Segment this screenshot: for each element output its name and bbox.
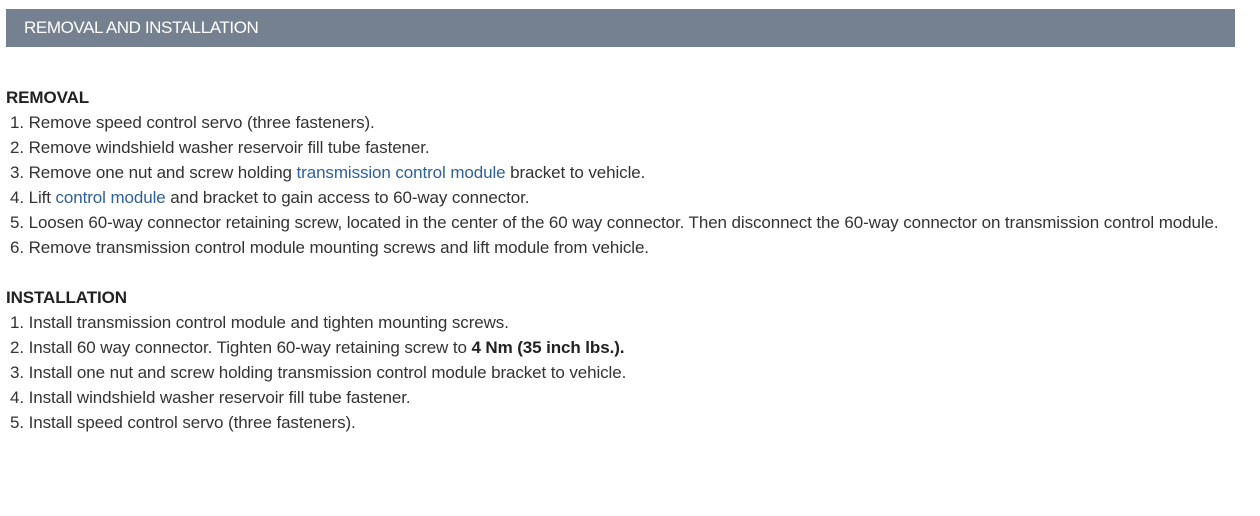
control-module-link[interactable]: control module	[55, 188, 166, 207]
removal-step-3	[6, 160, 1235, 185]
section-title: REMOVAL AND INSTALLATION	[24, 18, 259, 37]
removal-heading: REMOVAL	[6, 88, 90, 107]
removal-step-2: 2. Remove windshield washer reservoir fill tube fastener.	[10, 138, 430, 157]
procedure-content	[6, 85, 1235, 435]
step-text: bracket to vehicle.	[505, 163, 646, 182]
step-text: and bracket to gain access to 60-way connector.	[165, 188, 530, 207]
section-spacer	[6, 260, 1235, 285]
installation-heading: INSTALLATION	[6, 288, 127, 307]
installation-step-4: 4. Install windshield washer reservoir fill tube fastener.	[10, 388, 411, 407]
transmission-control-module-link[interactable]: transmission control module	[296, 163, 506, 182]
installation-step-3: 3. Install one nut and screw holding transmission control module bracket to vehicle.	[10, 363, 627, 382]
torque-spec: 4 Nm (35 inch lbs.).	[471, 338, 625, 357]
installation-step-2	[6, 335, 1235, 360]
section-header	[6, 9, 1235, 47]
removal-step-5: 5. Loosen 60-way connector retaining screw, located in the center of the 60 way connector. Then disconnect the 60-way connector on transmission control module.	[10, 213, 1219, 232]
installation-step-1: 1. Install transmission control module and tighten mounting screws.	[10, 313, 509, 332]
step-text: 2. Install 60 way connector. Tighten 60-way retaining screw to	[10, 338, 472, 357]
installation-step-5: 5. Install speed control servo (three fasteners).	[10, 413, 356, 432]
step-text: 4. Lift	[10, 188, 56, 207]
removal-step-6: 6. Remove transmission control module mounting screws and lift module from vehicle.	[10, 238, 649, 257]
removal-step-4	[6, 185, 1235, 210]
removal-step-1: 1. Remove speed control servo (three fasteners).	[10, 113, 375, 132]
step-text: 3. Remove one nut and screw holding	[10, 163, 297, 182]
